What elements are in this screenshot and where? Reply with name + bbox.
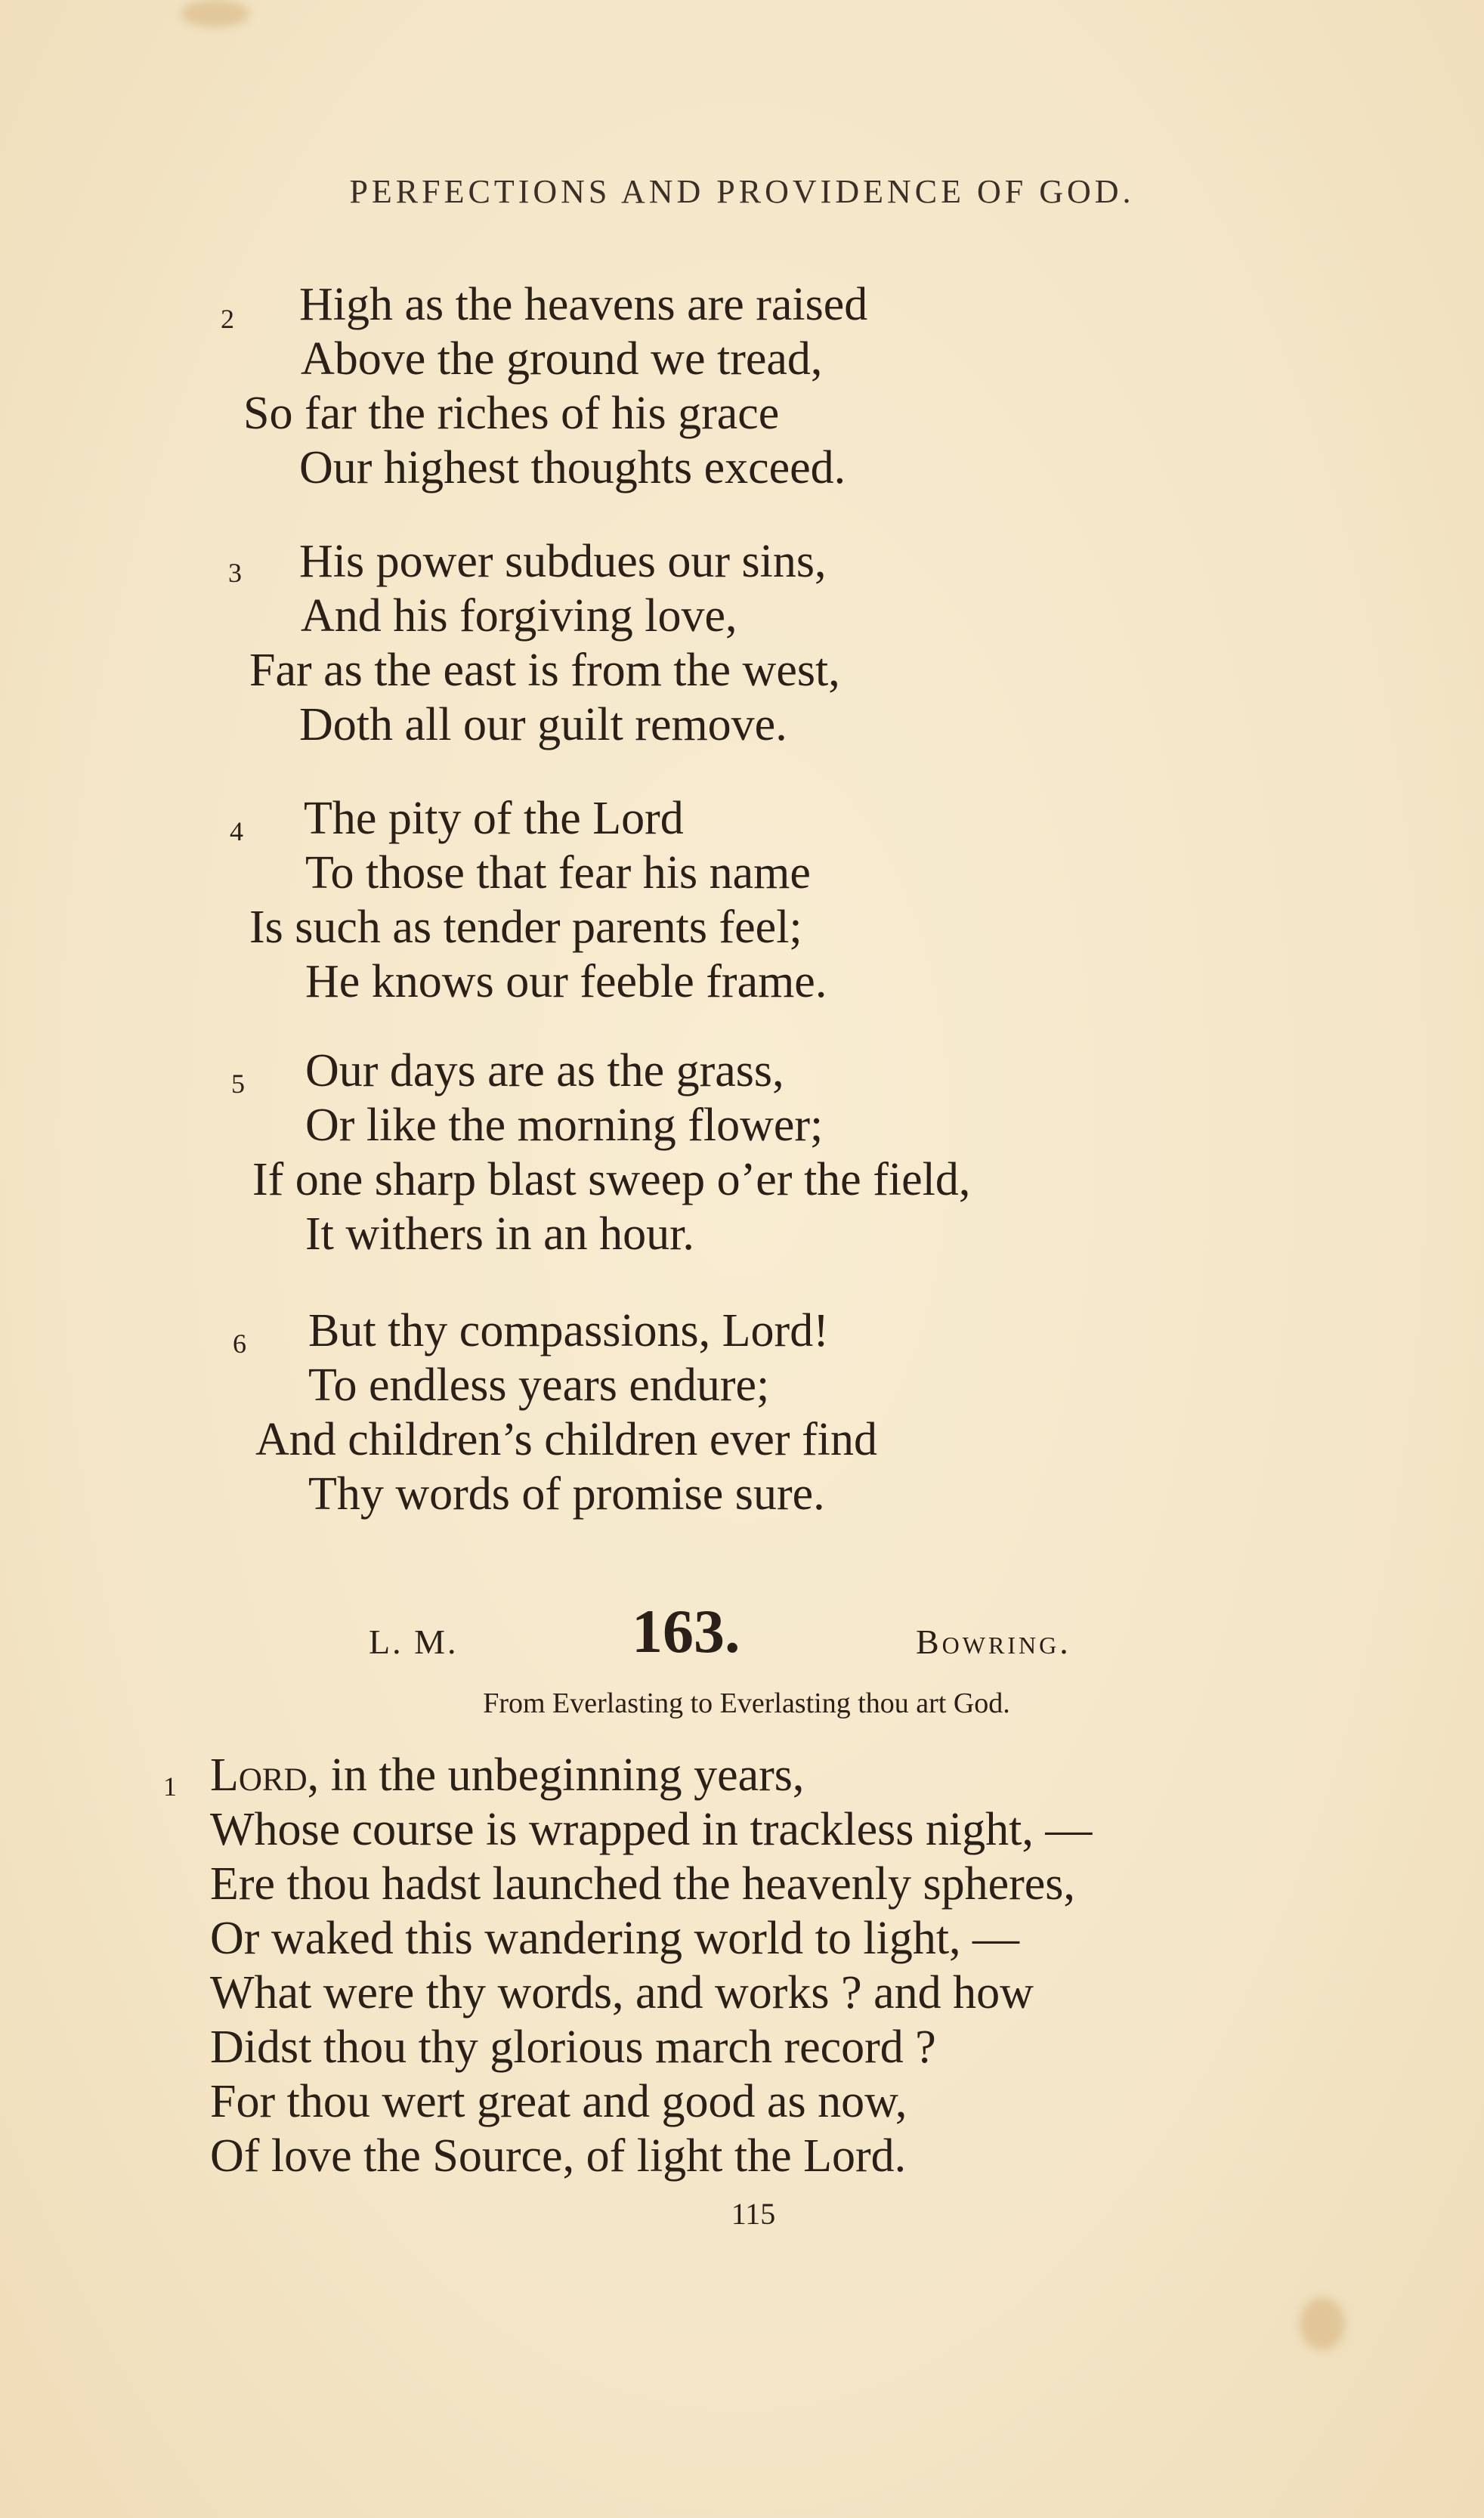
stanza-first-line [210,1749,805,1801]
verse-number: 2 [221,304,234,334]
first-line-rest: , in the unbeginning years, [307,1749,805,1801]
stanza-line: Is such as tender parents feel; [249,902,802,953]
stanza-line: For thou wert great and good as now, [210,2076,907,2127]
stanza-line: If one sharp blast sweep o’er the field, [252,1154,971,1205]
stanza-line: Whose course is wrapped in trackless night, — [210,1804,1093,1855]
stanza-line: Didst thou thy glorious march record ? [210,2022,936,2073]
stanza-line: High as the heavens are raised [299,279,868,330]
stanza-line: Thy words of promise sure. [308,1468,825,1520]
stanza-line: He knows our feeble frame. [305,956,827,1007]
hymn-header [0,1596,1484,1664]
stanza-line: Far as the east is from the west, [249,645,840,696]
paper-stain-bottom [1300,2297,1345,2350]
stanza-line: Ere thou hadst launched the heavenly spheres, [210,1858,1075,1910]
stanza-line: Above the ground we tread, [301,333,823,385]
paper-stain-top [181,0,249,27]
hymn-author: Bowring. [916,1622,1071,1661]
stanza-line: And children’s children ever find [255,1414,877,1465]
stanza-line: It withers in an hour. [305,1208,694,1260]
stanza-line: To those that fear his name [305,847,811,899]
stanza-line: What were thy words, and works ? and how [210,1967,1034,2018]
stanza-line: Our days are as the grass, [305,1045,784,1097]
verse-number: 4 [230,816,243,846]
stanza-line: His power subdues our sins, [299,536,827,587]
stanza-line: But thy compassions, Lord! [308,1305,829,1356]
stanza-line: The pity of the Lord [304,793,684,844]
page-number: 115 [731,2197,776,2231]
hymn-subtitle: From Everlasting to Everlasting thou art God. [483,1687,1010,1719]
stanza-line: Our highest thoughts exceed. [299,442,846,493]
stanza-line: And his forgiving love, [301,590,737,642]
stanza-line: Or like the morning flower; [305,1100,824,1151]
stanza-line: Or waked this wandering world to light, — [210,1913,1020,1964]
stanza-line: Doth all our guilt remove. [299,699,787,750]
verse-number: 3 [228,558,242,588]
stanza-line: To endless years endure; [308,1360,770,1411]
hymn-meter: L. M. [369,1622,459,1661]
running-head: PERFECTIONS AND PROVIDENCE OF GOD. [349,173,1135,210]
stanza-line: Of love the Source, of light the Lord. [210,2130,907,2182]
hymn-number: 163. [632,1597,740,1666]
verse-number: 1 [163,1771,177,1802]
verse-number: 6 [233,1329,246,1359]
initial-word: Lord [210,1749,308,1801]
stanza-line: So far the riches of his grace [243,388,780,439]
verse-number: 5 [231,1069,245,1099]
